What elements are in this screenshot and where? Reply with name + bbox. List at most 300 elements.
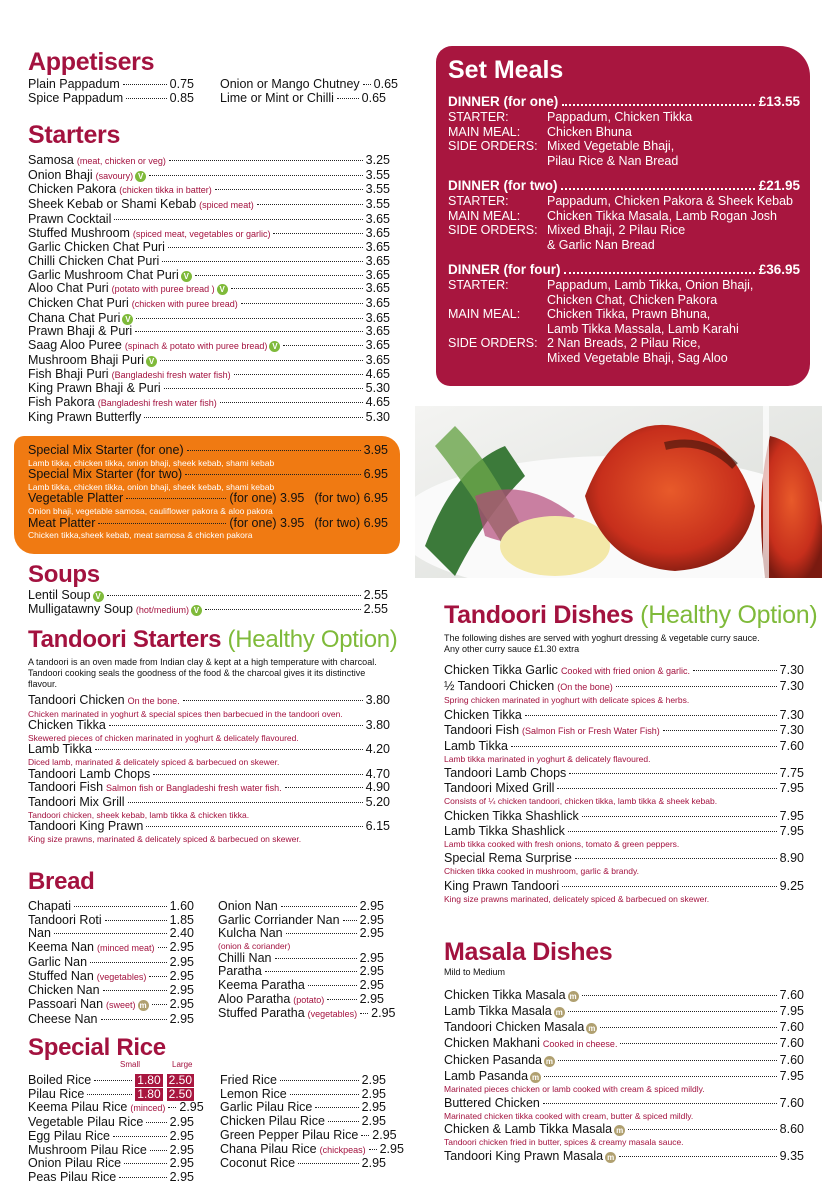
item-price: 2.95	[169, 996, 194, 1011]
special-rice-section	[28, 1034, 404, 1185]
item-note: (spiced meat)	[199, 200, 254, 211]
item-name: Chana Pilau Rice	[220, 1141, 317, 1156]
item-name: Buttered Chicken	[444, 1095, 540, 1110]
item-price: 2.95	[169, 983, 194, 998]
item-price: 3.80	[365, 718, 390, 733]
item-price: 7.75	[779, 766, 804, 780]
starters-title: Starters	[28, 121, 121, 149]
set-meal-text: Lamb Tikka Massala, Lamb Karahi	[547, 321, 739, 336]
item-name: Nan	[28, 926, 51, 941]
item-price: 2.95	[359, 978, 384, 993]
item-price: 2.95	[361, 1156, 386, 1171]
menu-item	[28, 312, 390, 326]
mild-icon: m	[616, 1126, 624, 1135]
item-name: Prawn Bhaji & Puri	[28, 324, 133, 339]
menu-item	[28, 1171, 194, 1185]
item-name: Mushroom Bhaji Puri	[28, 352, 145, 367]
item-price: 4.65	[365, 366, 390, 381]
set-meal-name: DINNER (for two)	[448, 178, 558, 193]
set-meal-label: STARTER:	[448, 194, 509, 208]
item-price: 3.65	[365, 281, 390, 296]
menu-item	[28, 368, 390, 383]
item-price: 7.60	[779, 1020, 804, 1034]
item-name: Chicken Chat Puri	[28, 296, 129, 311]
menu-item	[28, 768, 390, 782]
menu-item	[28, 900, 194, 914]
section-intro-extra: Any other curry sauce £1.30 extra	[444, 644, 580, 654]
menu-item	[28, 1074, 194, 1088]
item-price: 3.65	[365, 253, 390, 268]
item-name: Tandoori Mix Grill	[28, 795, 125, 810]
item-price: 7.60	[779, 988, 804, 1002]
menu-item	[220, 1088, 386, 1102]
appetisers-title: Appetisers	[28, 48, 155, 76]
item-name: Tandoori Chicken	[28, 693, 125, 707]
item-price: 7.60	[779, 1095, 804, 1110]
item-name: Stuffed Nan	[28, 968, 94, 983]
item-description: Tandoori chicken fried in butter, spices & creamy masala sauce.	[444, 1137, 684, 1147]
tandoori-dishes-title: Tandoori Dishes (Healthy Option)	[444, 601, 818, 629]
set-meal-line	[448, 223, 800, 238]
menu-item	[28, 719, 390, 733]
item-name: Tandoori Fish	[28, 780, 104, 795]
menu-item	[444, 824, 804, 839]
set-meal-block	[448, 262, 800, 365]
item-description: Spring chicken marinated in yoghurt with delicate spices & herbs.	[444, 695, 690, 705]
set-meal-line	[448, 194, 800, 209]
item-price: 3.65	[365, 352, 390, 367]
item-price: 2.95	[169, 1169, 194, 1184]
menu-item	[28, 1130, 194, 1144]
item-price: 2.40	[169, 926, 194, 941]
item-note: (vegetables)	[96, 971, 147, 982]
item-price: 1.85	[169, 912, 194, 927]
item-price: 2.95	[359, 899, 384, 913]
set-meals-box	[436, 46, 810, 386]
item-price: 7.60	[779, 1053, 804, 1067]
item-note: (vegetables)	[307, 1009, 358, 1020]
item-note: (potato)	[293, 994, 325, 1005]
item-description: (onion & coriander)	[218, 941, 291, 952]
item-price: 3.65	[365, 324, 390, 339]
mild-icon: m	[139, 1000, 147, 1010]
item-description: Chicken marinated in yoghurt & special spices then barbecued in the tandoori oven.	[28, 708, 343, 719]
item-name: Tandoori Lamb Chops	[444, 766, 567, 780]
menu-item	[28, 1116, 194, 1130]
set-meal-text: Pappadum, Chicken Tikka	[547, 110, 693, 124]
menu-item	[28, 956, 194, 970]
item-name: King Prawn Bhaji & Puri	[28, 381, 161, 396]
item-note: Cooked with fried onion & garlic.	[560, 666, 691, 676]
item-price: 7.30	[779, 663, 804, 677]
item-name: Lamb Tikka Shashlick	[444, 823, 565, 838]
menu-item: Lime or Mint or Chilli 0.65	[220, 90, 386, 105]
menu-item	[220, 1127, 397, 1143]
set-meal-label: STARTER:	[448, 278, 509, 292]
menu-item	[444, 1035, 804, 1052]
item-name: Chicken & Lamb Tikka Masala	[444, 1122, 613, 1136]
item-price: 2.95	[372, 1127, 397, 1142]
item-note: (meat, chicken or veg)	[76, 156, 166, 166]
item-name: Paratha	[218, 964, 262, 979]
item-name: Tandoori King Prawn	[28, 819, 144, 834]
item-price: 3.25	[365, 153, 390, 167]
menu-item	[28, 227, 390, 242]
menu-item	[28, 1157, 194, 1171]
item-description: Lamb tikka marinated in yoghurt & delicately flavoured.	[444, 753, 651, 764]
set-meal-line	[448, 278, 800, 293]
tandoori-starters-section	[28, 626, 398, 844]
menu-item	[28, 269, 390, 283]
menu-item	[218, 900, 384, 914]
item-price: 7.30	[779, 679, 804, 693]
item-name: Tandoori Fish	[444, 722, 520, 737]
menu-item	[444, 1052, 804, 1068]
item-name: Onion Nan	[218, 899, 278, 913]
item-price: 7.30	[779, 722, 804, 737]
item-name: Lemon Rice	[220, 1086, 287, 1101]
item-name: Stuffed Paratha	[218, 1006, 305, 1021]
item-name: Keema Nan	[28, 940, 95, 955]
item-name: Chana Chat Puri	[28, 310, 121, 325]
vegetarian-icon: V	[191, 605, 202, 616]
item-price: 2.95	[169, 968, 194, 983]
menu-item: Plain Pappadum 0.75	[28, 77, 194, 91]
set-meal-text: Pappadum, Chicken Pakora & Sheek Kebab	[547, 194, 793, 208]
tandoori-food-photo	[415, 406, 822, 578]
menu-item	[28, 169, 390, 184]
item-name: Aloo Paratha	[218, 991, 291, 1006]
item-price: 4.70	[365, 766, 390, 781]
menu-item	[28, 382, 390, 396]
item-name: Mushroom Pilau Rice	[28, 1142, 147, 1157]
item-price: 4.65	[365, 394, 390, 409]
item-name: King Prawn Tandoori	[444, 878, 560, 893]
item-note: (minced)	[130, 1103, 166, 1114]
item-price: 9.25	[779, 878, 804, 893]
item-name: Chicken Pilau Rice	[220, 1114, 325, 1129]
vegetarian-icon: V	[122, 314, 133, 325]
item-description: Chicken tikka cooked in mushroom, garlic & brandy.	[444, 866, 639, 876]
item-price: 4.90	[365, 780, 390, 795]
menu-item	[28, 1088, 194, 1102]
bread-section	[28, 868, 396, 1026]
set-meal-label: MAIN MEAL:	[448, 307, 521, 321]
menu-item: Mulligatawny Soup (hot/medium) V 2.55	[28, 601, 388, 616]
item-description: Lamb tikka, chicken tikka, onion bhaji, sheek kebab, shami kebab	[28, 457, 275, 468]
item-price: 7.95	[779, 823, 804, 838]
item-name: Garlic Corriander Nan	[218, 912, 340, 927]
set-meal-heading	[448, 262, 800, 278]
price-large: 2.50	[168, 1086, 192, 1101]
item-price: 2.95	[169, 1156, 194, 1171]
menu-item	[218, 965, 384, 979]
item-name: Fish Bhaji Puri	[28, 366, 109, 381]
item-note: (spinach & potato with puree bread)	[124, 341, 268, 352]
menu-item	[218, 952, 384, 966]
item-name: Prawn Cocktail	[28, 211, 112, 226]
item-price: 3.65	[365, 240, 390, 255]
item-name: Chapati	[28, 899, 72, 913]
menu-item	[28, 970, 194, 985]
menu-item	[28, 354, 390, 368]
item-name: Chicken Pakora	[28, 182, 117, 197]
set-meal-label: SIDE ORDERS:	[448, 223, 538, 237]
item-price: 2.95	[359, 950, 384, 965]
item-name: Lamb Tikka Masala	[444, 1004, 552, 1018]
vegetarian-icon: V	[93, 591, 104, 602]
menu-item	[444, 723, 804, 739]
item-price: 3.65	[365, 211, 390, 226]
menu-item	[220, 1141, 404, 1158]
item-price: 6.15	[365, 819, 390, 834]
item-name: Tandoori Roti	[28, 912, 102, 927]
set-meal-line	[448, 336, 800, 351]
set-meal-label: MAIN MEAL:	[448, 208, 521, 223]
menu-item	[444, 739, 804, 754]
item-price: 1.60	[169, 899, 194, 913]
menu-item: Vegetable Platter (for one) 3.95 (for two) 6.95	[28, 491, 388, 506]
item-price: 2.95	[359, 912, 384, 927]
item-price: 3.65	[365, 310, 390, 325]
menu-item	[444, 1148, 804, 1164]
item-price: 9.35	[779, 1148, 804, 1163]
mild-icon: m	[588, 1024, 596, 1033]
price-small: 1.80	[137, 1086, 161, 1101]
item-price: 3.65	[365, 267, 390, 282]
mild-icon: m	[607, 1152, 615, 1162]
item-note: (Bangladeshi fresh water fish)	[111, 369, 231, 380]
item-price: 3.80	[365, 693, 390, 707]
set-meal-text: Mixed Vegetable Bhaji, Sag Aloo	[547, 350, 728, 365]
item-name: Onion Bhaji	[28, 167, 93, 182]
item-price: 2.95	[169, 940, 194, 955]
item-name: Saag Aloo Puree	[28, 338, 122, 353]
item-price: 2.95	[359, 926, 384, 941]
set-meal-text: & Garlic Nan Bread	[547, 237, 655, 252]
item-name: Tandoori Mixed Grill	[444, 781, 555, 795]
item-note: (sweet)	[106, 999, 136, 1010]
vegetarian-icon: V	[146, 356, 157, 367]
menu-item	[28, 743, 390, 757]
menu-item	[28, 198, 390, 213]
menu-item: Onion or Mango Chutney 0.65	[220, 77, 399, 91]
item-price: 2.95	[361, 1086, 386, 1101]
appetisers-section	[28, 48, 399, 105]
set-meal-line	[448, 154, 800, 169]
set-meal-line	[448, 322, 800, 337]
menu-item	[28, 213, 390, 227]
set-meal-line	[448, 139, 800, 154]
item-description: King size prawns marinated, delicately spiced & barbecued on skewer.	[444, 893, 710, 904]
menu-item	[444, 879, 804, 894]
item-note: (minced meat)	[97, 943, 155, 954]
item-price: 3.65	[365, 338, 390, 353]
set-meal-text: Mixed Vegetable Bhaji,	[547, 139, 675, 153]
menu-item	[28, 339, 390, 354]
masala-subtitle: Mild to Medium	[444, 967, 506, 977]
item-price: 5.20	[365, 795, 390, 810]
set-meal-text: 2 Nan Breads, 2 Pilau Rice,	[547, 336, 701, 350]
item-price: 2.95	[179, 1100, 204, 1115]
menu-item	[444, 1095, 804, 1111]
vegetarian-icon: V	[217, 284, 228, 295]
set-meal-text: Chicken Tikka, Prawn Bhuna,	[547, 307, 711, 321]
set-meal-text: Mixed Bhaji, 2 Pilau Rice	[547, 223, 686, 237]
menu-item	[218, 1006, 396, 1022]
item-name: Pilau Rice	[28, 1086, 85, 1101]
item-name: Chicken Tikka Masala	[444, 988, 566, 1002]
item-name: Chicken Tikka	[444, 707, 522, 722]
item-name: Lamb Pasanda	[444, 1069, 529, 1083]
menu-item	[444, 766, 804, 781]
item-price: 7.95	[779, 781, 804, 795]
item-name: Boiled Rice	[28, 1073, 92, 1087]
item-price: 7.95	[779, 1004, 804, 1018]
item-price: 7.30	[779, 707, 804, 722]
item-description: Onion bhaji, vegetable samosa, cauliflower pakora & aloo pakora	[28, 506, 273, 517]
size-label-large: Large	[172, 1060, 193, 1069]
menu-item: Spice Pappadum 0.85	[28, 90, 194, 105]
menu-item	[28, 1100, 204, 1116]
item-name: Special Rema Surprise	[444, 851, 572, 865]
menu-item: Special Mix Starter (for two) 6.95	[28, 467, 388, 482]
item-note: (Bangladeshi fresh water fish)	[97, 397, 217, 408]
menu-item	[28, 1144, 194, 1158]
set-meal-heading	[448, 178, 800, 194]
item-description: Marinated pieces chicken or lamb cooked with cream & spiced mildly.	[444, 1084, 705, 1094]
menu-item	[444, 987, 804, 1003]
menu-item	[444, 1121, 804, 1137]
item-price: 2.95	[169, 1115, 194, 1130]
vegetarian-icon: V	[135, 171, 146, 182]
item-price: 5.30	[365, 409, 390, 424]
item-note: (chicken with puree bread)	[131, 299, 238, 310]
item-price: 8.90	[779, 851, 804, 865]
mild-icon: m	[532, 1073, 540, 1082]
menu-item	[444, 1019, 804, 1035]
menu-item	[28, 984, 194, 998]
menu-item: Lentil Soup V 2.55	[28, 588, 388, 602]
set-meal-price: £13.55	[758, 94, 800, 109]
item-name: Chicken Tikka Garlic	[444, 663, 558, 677]
special-mix-box	[14, 436, 400, 554]
item-price: 2.95	[371, 1006, 396, 1021]
set-meals-title: Set Meals	[448, 56, 564, 84]
item-price: 5.30	[365, 381, 390, 396]
item-name: Vegetable Pilau Rice	[28, 1115, 144, 1130]
item-name: Chicken Tikka	[28, 718, 106, 733]
vegetarian-icon: V	[269, 341, 280, 352]
menu-item	[28, 255, 390, 269]
item-name: ½ Tandoori Chicken	[444, 679, 555, 693]
item-description: Lamb tikka, chicken tikka, onion bhaji, sheek kebab, shami kebab	[28, 481, 275, 492]
item-name: Keema Paratha	[218, 978, 305, 993]
item-name: Chicken Makhani	[444, 1036, 540, 1050]
item-note: (chicken tikka in batter)	[119, 185, 212, 196]
set-meal-heading	[448, 94, 800, 110]
item-name: Chicken Pasanda	[444, 1053, 542, 1067]
section-intro: The following dishes are served with yoghurt dressing & vegetable curry sauce.	[444, 633, 760, 643]
menu-item	[28, 914, 194, 928]
item-note: (Salmon Fish or Fresh Water Fish)	[522, 725, 660, 736]
menu-item	[444, 1003, 804, 1019]
item-name: Tandoori Lamb Chops	[28, 766, 151, 781]
item-name: Peas Pilau Rice	[28, 1169, 117, 1184]
item-name: King Prawn Butterfly	[28, 409, 142, 424]
item-note: Salmon fish or Bangladeshi fresh water fish.	[106, 783, 282, 794]
menu-item	[444, 708, 804, 723]
set-meal-label	[448, 293, 547, 308]
menu-item	[444, 1068, 804, 1084]
vegetarian-icon: V	[181, 271, 192, 282]
set-meal-label: SIDE ORDERS:	[448, 139, 538, 153]
item-name: Chilli Chicken Chat Puri	[28, 253, 160, 268]
item-price: 2.95	[169, 1011, 194, 1026]
menu-item	[444, 679, 804, 695]
item-name: Sheek Kebab or Shami Kebab	[28, 197, 197, 212]
menu-item	[28, 282, 390, 297]
item-name: Coconut Rice	[220, 1156, 296, 1171]
item-name: Passoari Nan	[28, 996, 104, 1011]
menu-item	[220, 1115, 386, 1129]
item-name: Garlic Nan	[28, 954, 88, 969]
menu-item	[28, 241, 390, 255]
set-meal-price: £21.95	[758, 178, 800, 193]
menu-item	[28, 154, 390, 169]
item-name: Green Pepper Pilau Rice	[220, 1127, 359, 1142]
price-small: 1.80	[137, 1073, 161, 1087]
set-meal-line	[448, 293, 800, 308]
menu-item	[218, 927, 384, 941]
item-price: 7.60	[779, 1036, 804, 1050]
item-price: 2.95	[379, 1141, 404, 1156]
item-description: Diced lamb, marinated & delicately spiced & barbecued on skewer.	[28, 757, 280, 768]
mild-icon: m	[555, 1008, 563, 1017]
set-meal-line	[448, 351, 800, 366]
item-price: 2.95	[169, 1142, 194, 1157]
set-meal-text: Chicken Tikka Masala, Lamb Rogan Josh	[547, 208, 777, 223]
item-name: Kulcha Nan	[218, 926, 283, 941]
set-meal-label	[448, 238, 547, 253]
item-price: 7.95	[779, 1069, 804, 1083]
item-name: Onion Pilau Rice	[28, 1156, 122, 1171]
soups-title: Soups	[28, 561, 100, 588]
item-name: Garlic Mushroom Chat Puri	[28, 267, 179, 282]
item-description: Consists of ¼ chicken tandoori, chicken tikka, lamb tikka & sheek kebab.	[444, 796, 718, 806]
item-name: Cheese Nan	[28, 1011, 98, 1026]
item-price: 2.95	[169, 954, 194, 969]
item-description: Marinated chicken tikka cooked with cream, butter & spiced mildly.	[444, 1110, 694, 1121]
set-meal-text: Chicken Bhuna	[547, 124, 632, 139]
menu-item	[28, 297, 390, 312]
price-large: 2.50	[168, 1073, 192, 1087]
menu-item: Special Mix Starter (for one) 3.95	[28, 443, 388, 457]
item-note: (potato with puree bread )	[111, 284, 215, 295]
menu-item	[28, 927, 194, 941]
menu-item	[218, 979, 384, 993]
size-label-small: Small	[120, 1060, 141, 1069]
item-price: 2.95	[169, 1128, 194, 1143]
tandoori-dishes-section	[444, 601, 818, 906]
item-price: 2.95	[359, 964, 384, 979]
item-name: Garlic Chicken Chat Puri	[28, 240, 165, 255]
item-name: Chilli Nan	[218, 950, 272, 965]
menu-item	[28, 411, 390, 425]
item-note: (savoury)	[95, 170, 134, 181]
menu-item	[218, 993, 384, 1008]
item-price: 7.60	[779, 738, 804, 753]
